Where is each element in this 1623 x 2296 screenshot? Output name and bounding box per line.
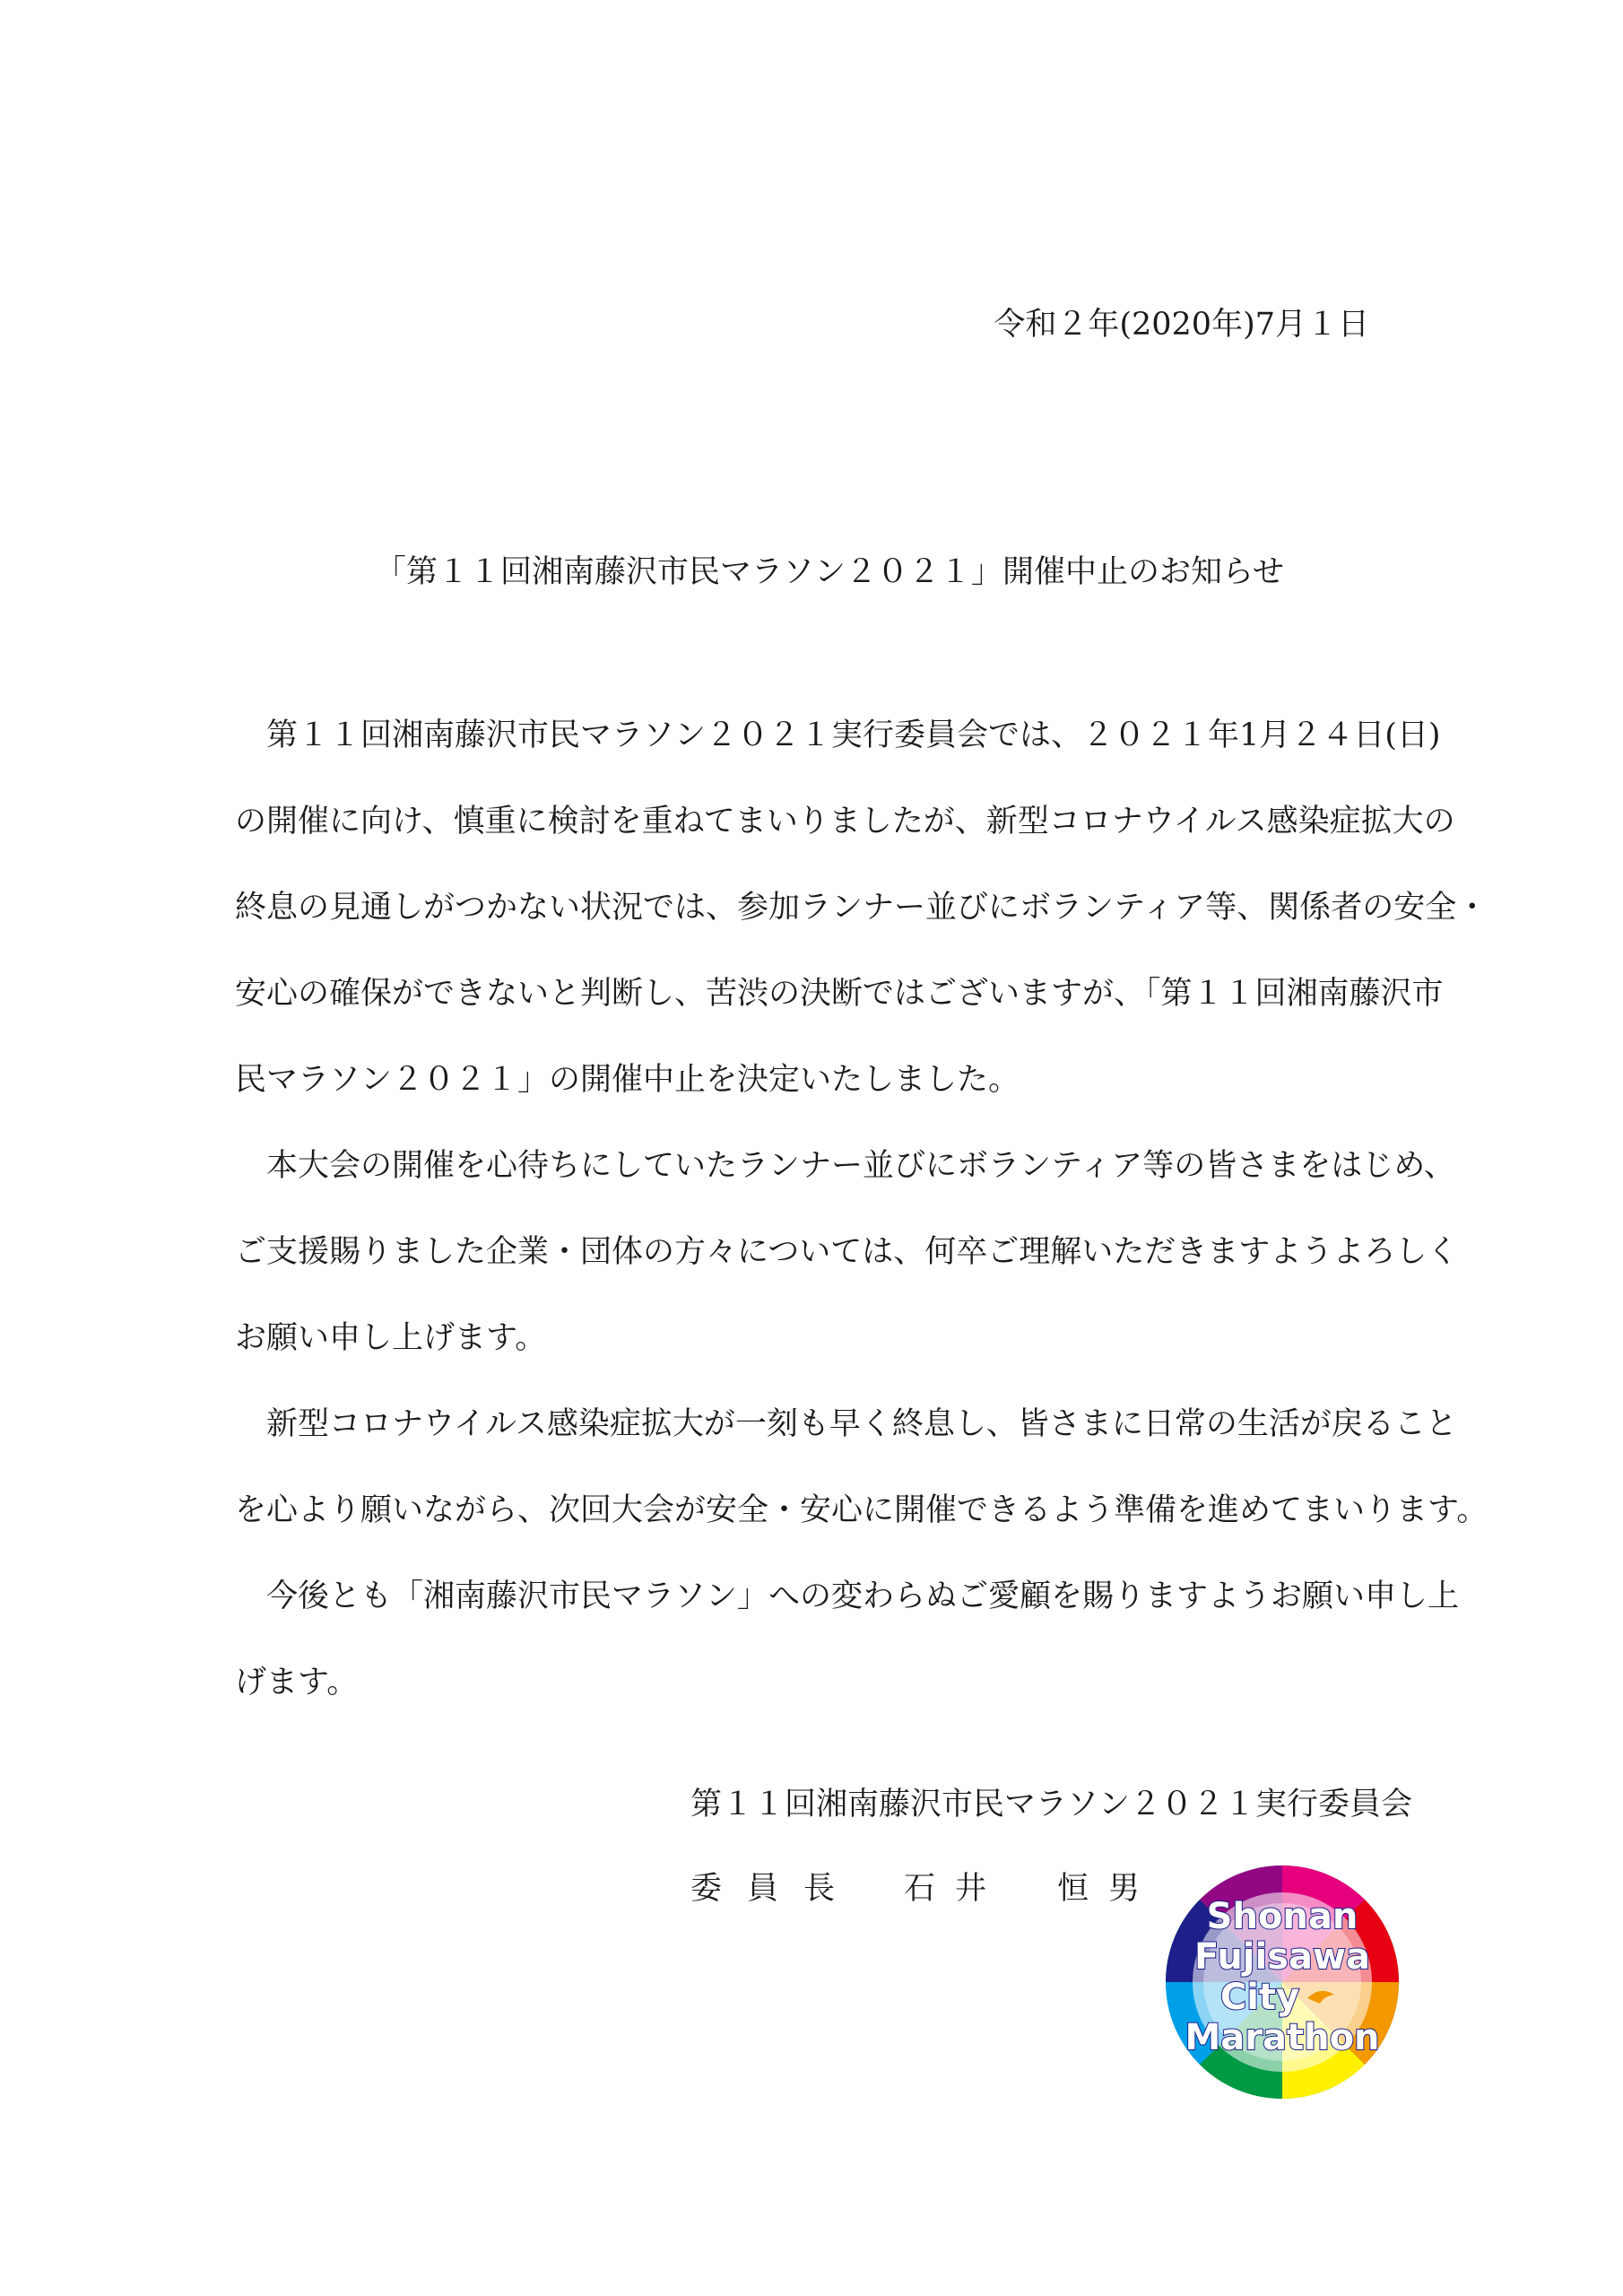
body-line: お願い申し上げます。 [235, 1320, 547, 1356]
logo-text-line: Shonan [1206, 1896, 1358, 1937]
body-line: 新型コロナウイルス感染症拡大が一刻も早く終息し、皆さまに日常の生活が戻ること [235, 1406, 1457, 1442]
body-line: 今後とも「湘南藤沢市民マラソン」への変わらぬご愛顧を賜りますようお願い申し上 [235, 1578, 1460, 1614]
body-line: 安心の確保ができないと判断し、苦渋の決断ではございますが、「第１１回湘南藤沢市 [235, 976, 1444, 1012]
notice-date: 令和２年(2020年)7月１日 [994, 307, 1369, 343]
signature-organization: 第１１回湘南藤沢市民マラソン２０２１実行委員会 [690, 1787, 1413, 1822]
body-line: 第１１回湘南藤沢市民マラソン２０２１実行委員会では、２０２１年1月２４日(日) [235, 718, 1441, 753]
body-line: 本大会の開催を心待ちにしていたランナー並びにボランティア等の皆さまをはじめ、 [235, 1148, 1455, 1184]
logo-text-line: Marathon [1185, 2017, 1380, 2058]
body-line: の開催に向け、慎重に検討を重ねてまいりましたが、新型コロナウイルス感染症拡大の [235, 804, 1455, 839]
body-line: 民マラソン２０２１」の開催中止を決定いたしました。 [235, 1062, 1020, 1098]
body-line: ご支援賜りました企業・団体の方々については、何卒ご理解いただきますようよろしく [235, 1234, 1459, 1270]
signature-name: 石井 恒男 [904, 1871, 1160, 1907]
body-line: を心より願いながら、次回大会が安全・安心に開催できるよう準備を進めてまいります。 [235, 1492, 1488, 1528]
body-line: げます。 [235, 1665, 359, 1700]
marathon-logo [1148, 1848, 1417, 2117]
notice-title: 「第１１回湘南藤沢市民マラソン２０２１」開催中止のお知らせ [375, 554, 1284, 590]
logo-text-line: City [1219, 1977, 1300, 2018]
logo-text-line: Fujisawa [1194, 1936, 1370, 1978]
signature-position: 委員長 [690, 1871, 861, 1907]
body-line: 終息の見通しがつかない状況では、参加ランナー並びにボランティア等、関係者の安全・ [235, 890, 1488, 926]
